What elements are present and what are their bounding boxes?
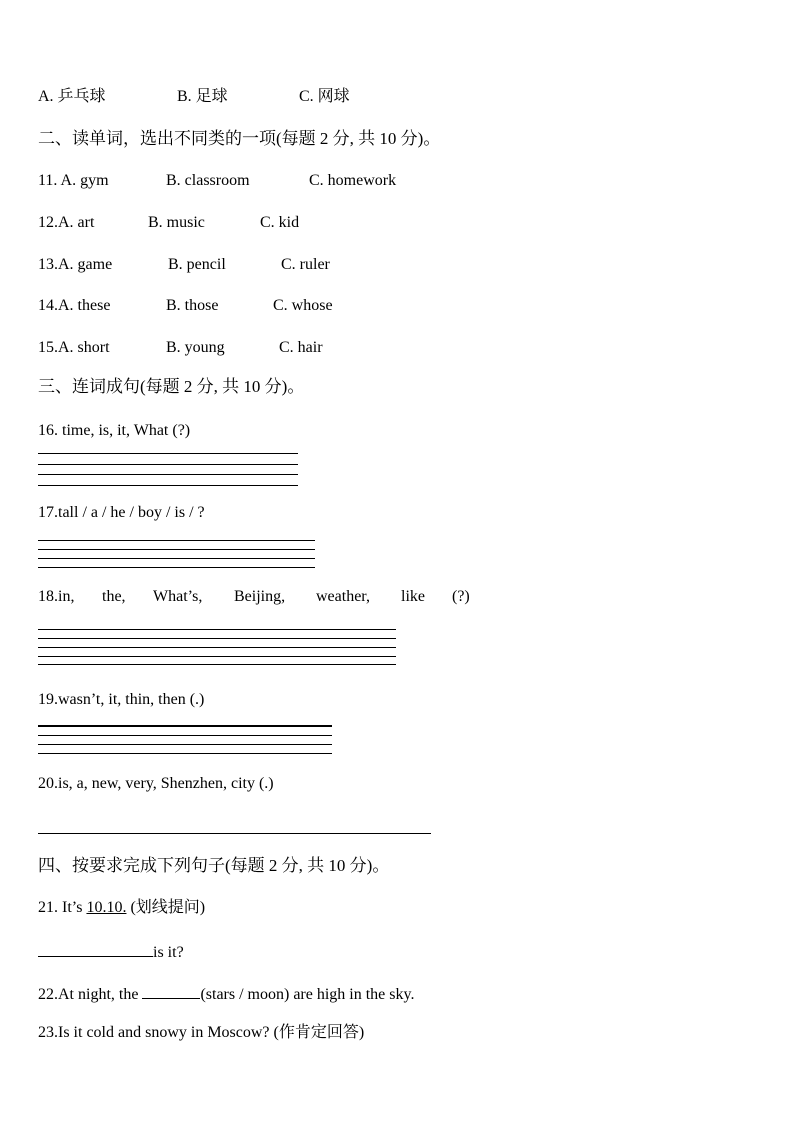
word: the, [102,588,126,605]
option-c: C. homework [309,172,397,189]
answer-21 [38,940,184,963]
option-c: C. whose [273,297,333,314]
answer-line-20 [38,833,431,834]
option-c: C. 网球 [299,88,350,105]
option-a: A. these [58,297,111,314]
question-21 [38,898,205,918]
option-b: B. music [148,214,205,231]
option-a: A. 乒乓球 [38,88,106,105]
option-c: C. hair [279,339,323,356]
option-b: B. young [166,339,225,356]
question-number: 13. [38,256,58,273]
question-20: 20.is, a, new, very, Shenzhen, city (.) [38,775,274,792]
question-number: 14. [38,297,58,314]
option-a: A. gym [60,172,109,189]
question-23: 23.Is it cold and snowy in Moscow? (作肯定回答) [38,1024,365,1041]
question-16: 16. time, is, it, What (?) [38,422,191,439]
word: What’s, [153,588,203,605]
word: weather, [316,588,370,605]
question-number: 11. [38,172,61,189]
question-17: 17.tall / a / he / boy / is / ? [38,504,205,521]
instruction: (划线提问) [126,899,206,916]
question-text: 21. It’s [38,899,87,916]
word: Beijing, [234,588,286,605]
question-text-end: (stars / moon) are high in the sky. [200,986,415,1003]
option-a: A. game [58,256,113,273]
option-b: B. those [166,297,219,314]
option-c: C. ruler [281,256,330,273]
question-number: 12. [38,214,58,231]
question-22 [38,982,414,1005]
section-3-heading: 三、连词成句(每题 2 分, 共 10 分)。 [38,377,305,396]
word: like [401,588,425,605]
option-a: A. art [58,214,95,231]
answer-suffix: is it? [153,944,184,961]
answer-blank[interactable] [142,982,200,999]
question-text: 22.At night, the [38,986,143,1003]
option-c: C. kid [260,214,300,231]
word: (?) [452,588,470,605]
question-number: 15. [38,339,58,356]
word: in, [58,588,75,605]
option-b: B. pencil [168,256,226,273]
option-b: B. 足球 [177,88,228,105]
option-b: B. classroom [166,172,250,189]
question-number: 18. [38,588,58,605]
section-2-heading: 二、读单词，选出不同类的一项(每题 2 分, 共 10 分)。 [38,129,441,148]
option-a: A. short [58,339,110,356]
section-4-heading: 四、按要求完成下列句子(每题 2 分, 共 10 分)。 [38,856,390,875]
question-19: 19.wasn’t, it, thin, then (.) [38,691,205,708]
underlined-phrase: 10.10. [86,899,127,916]
answer-blank[interactable] [38,940,153,957]
